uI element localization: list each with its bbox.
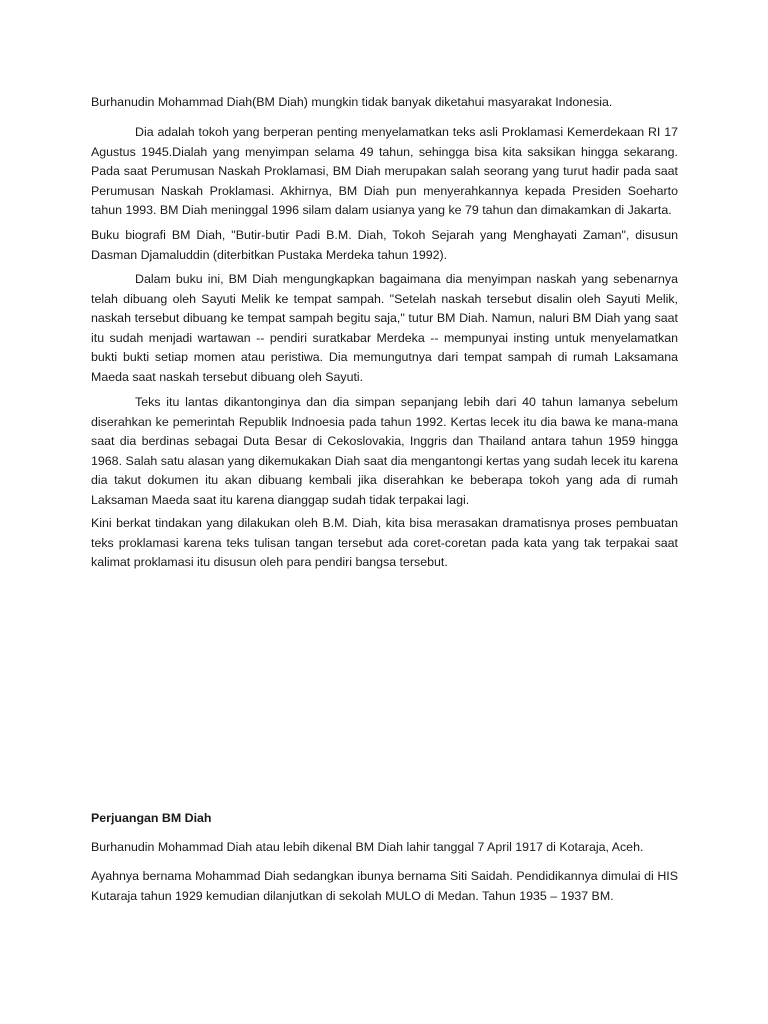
paragraph-parents-education: Ayahnya bernama Mohammad Diah sedangkan ibunya bernama Siti Saidah. Pendidikannya dimulai di HIS Kutaraja tahun 1929 kemudian dilanjutkan di sekolah MULO di Medan. Tahun 1935 – 1937 BM.: [91, 869, 678, 903]
paragraph-kept-text: Teks itu lantas dikantonginya dan dia simpan sepanjang lebih dari 40 tahun lamanya sebelum diserahkan ke pemerintah Republik Indnoesia pada tahun 1992. Kertas lecek itu dia bawa ke mana-mana saat dia berdinas sebagai Duta Besar di Cekoslovakia, Inggris dan Thailand antara tahun 1959 hingga 1968. Salah satu alasan yang dikemukakan Diah saat dia mengantongi kertas yang sudah lecek itu karena dia takut dokumen itu akan dibuang kembali jika diserahkan ke beberapa tokoh yang ada di rumah Laksaman Maeda saat itu karena dianggap sudah tidak terpakai lagi.: [91, 395, 678, 507]
paragraph-intro: Burhanudin Mohammad Diah(BM Diah) mungkin tidak banyak diketahui masyarakat Indonesia.: [91, 95, 613, 109]
paragraph-manuscript-story: Dalam buku ini, BM Diah mengungkapkan bagaimana dia menyimpan naskah yang sebenarnya telah dibuang oleh Sayuti Melik ke tempat sampah. "Setelah naskah tersebut disalin oleh Sayuti Melik, naskah tersebut dibuang ke tempat sampah begitu saja," tutur BM Diah. Namun, naluri BM Diah yang saat itu sudah menjadi wartawan -- pendiri suratkabar Merdeka -- mempunyai insting untuk menyelamatkan bukti bukti setiap momen atau peristiwa. Dia memungutnya dari tempat sampah di rumah Laksamana Maeda saat naskah tersebut dibuang oleh Sayuti.: [91, 272, 678, 384]
section-heading: Perjuangan BM Diah: [91, 811, 212, 825]
paragraph-role: Dia adalah tokoh yang berperan penting menyelamatkan teks asli Proklamasi Kemerdekaan RI 17 Agustus 1945.Dialah yang menyimpan selama 49 tahun, sehingga bisa kita saksikan hingga sekarang. Pada saat Perumusan Naskah Proklamasi, BM Diah merupakan salah seorang yang turut hadir pada saat Perumusan Naskah Proklamasi. Akhirnya, BM Diah pun menyerahkannya kepada Presiden Soeharto tahun 1993. BM Diah meninggal 1996 silam dalam usianya yang ke 79 tahun dan dimakamkan di Jakarta.: [91, 125, 678, 217]
paragraph-conclusion: Kini berkat tindakan yang dilakukan oleh B.M. Diah, kita bisa merasakan dramatisnya proses pembuatan teks proklamasi karena teks tulisan tangan tersebut ada coret-coretan pada kata yang tak terpakai saat kalimat proklamasi itu disusun oleh para pendiri bangsa tersebut.: [91, 516, 678, 569]
paragraph-birth: Burhanudin Mohammad Diah atau lebih dikenal BM Diah lahir tanggal 7 April 1917 di Kotaraja, Aceh.: [91, 840, 644, 854]
paragraph-biography-book: Buku biografi BM Diah, "Butir-butir Padi B.M. Diah, Tokoh Sejarah yang Menghayati Zaman", disusun Dasman Djamaluddin (diterbitkan Pustaka Merdeka tahun 1992).: [91, 228, 678, 262]
